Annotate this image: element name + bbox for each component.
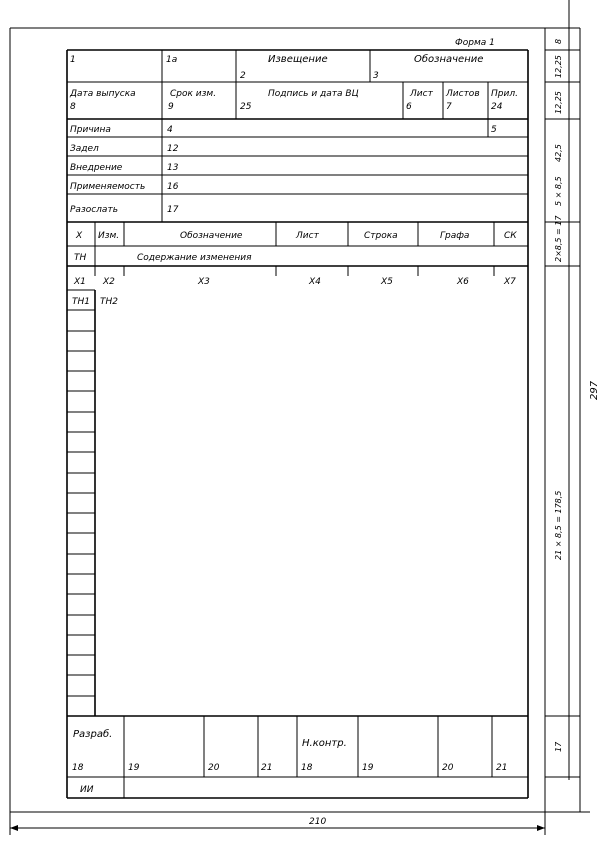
dim-21x8-5: 21 × 8,5 = 178,5 xyxy=(554,490,563,560)
dim-17: 17 xyxy=(554,741,563,752)
oboznachenie-label: Обозначение xyxy=(414,54,484,65)
colhead-x: Х xyxy=(76,231,83,241)
cell-9: 9 xyxy=(168,102,174,112)
th1-label: ТН1 xyxy=(72,297,90,307)
footer-19b: 19 xyxy=(362,763,374,773)
nkontr-label: Н.контр. xyxy=(302,738,347,749)
footer-19: 19 xyxy=(128,763,140,773)
th-content-label: Содержание изменения xyxy=(137,253,252,263)
row-num-5: 5 xyxy=(491,125,497,135)
pril-label: Прил. xyxy=(491,89,518,99)
dim-8: 8 xyxy=(554,38,563,44)
x7-label: Х7 xyxy=(504,277,516,287)
colhead-grafa: Графа xyxy=(440,231,470,241)
footer-18b: 18 xyxy=(301,763,313,773)
row-label-razoslat: Разослать xyxy=(70,205,118,215)
row-label-primenyaemost: Применяемость xyxy=(70,182,146,192)
th-label: ТН xyxy=(74,253,87,263)
cell-7: 7 xyxy=(446,102,452,112)
colhead-list: Лист xyxy=(296,231,319,241)
cell-25: 25 xyxy=(240,102,252,112)
row-num-4: 4 xyxy=(167,125,173,135)
row-label-prichina: Причина xyxy=(70,125,111,135)
row-label-vnedrenie: Внедрение xyxy=(70,163,123,173)
cell-3: 3 xyxy=(373,71,379,81)
colhead-oboznachenie: Обозначение xyxy=(180,231,243,241)
list-label: Лист xyxy=(410,89,433,99)
footer-21: 21 xyxy=(261,763,273,773)
footer-21b: 21 xyxy=(496,763,508,773)
x2-label: Х2 xyxy=(103,277,115,287)
dim-297: 297 xyxy=(589,380,600,400)
ii-label: ИИ xyxy=(80,785,94,795)
row-num-12: 12 xyxy=(167,144,179,154)
cell-8: 8 xyxy=(70,102,76,112)
th2-label: ТН2 xyxy=(100,297,118,307)
row-num-17: 17 xyxy=(167,205,179,215)
dim-2x8-5: 2×8,5 = 17 xyxy=(554,215,563,262)
dim-5x8-5: 5 × 8,5 xyxy=(554,176,563,206)
dim-42-5: 42,5 xyxy=(554,144,563,162)
cell-24: 24 xyxy=(491,102,503,112)
x1-label: Х1 xyxy=(74,277,86,287)
izveshchenie-label: Извещение xyxy=(268,54,328,65)
colhead-sk: СК xyxy=(504,231,517,241)
footer-20: 20 xyxy=(208,763,220,773)
dim-12-25-a: 12,25 xyxy=(554,55,563,78)
row-num-13: 13 xyxy=(167,163,179,173)
x3-label: Х3 xyxy=(198,277,210,287)
row-num-16: 16 xyxy=(167,182,179,192)
x6-label: Х6 xyxy=(457,277,469,287)
forma-label: Форма 1 xyxy=(455,38,495,48)
footer-18: 18 xyxy=(72,763,84,773)
x5-label: Х5 xyxy=(381,277,393,287)
razrab-label: Разраб. xyxy=(73,729,113,740)
srok-izm-label: Срок изм. xyxy=(170,89,217,99)
footer-20b: 20 xyxy=(442,763,454,773)
podpis-label: Подпись и дата ВЦ xyxy=(268,89,359,99)
cell-6: 6 xyxy=(406,102,412,112)
left-row-grid xyxy=(67,290,95,716)
dim-210: 210 xyxy=(309,817,327,827)
cell-1a: 1а xyxy=(166,55,178,65)
cell-2: 2 xyxy=(240,71,246,81)
colhead-izm: Изм. xyxy=(98,231,120,241)
colhead-stroka: Строка xyxy=(364,231,398,241)
cell-1: 1 xyxy=(70,55,76,65)
dim-12-25-b: 12,25 xyxy=(554,91,563,114)
data-vypuska-label: Дата выпуска xyxy=(70,89,136,99)
listov-label: Листов xyxy=(446,89,480,99)
x4-label: Х4 xyxy=(309,277,321,287)
row-label-zadel: Задел xyxy=(70,144,99,154)
